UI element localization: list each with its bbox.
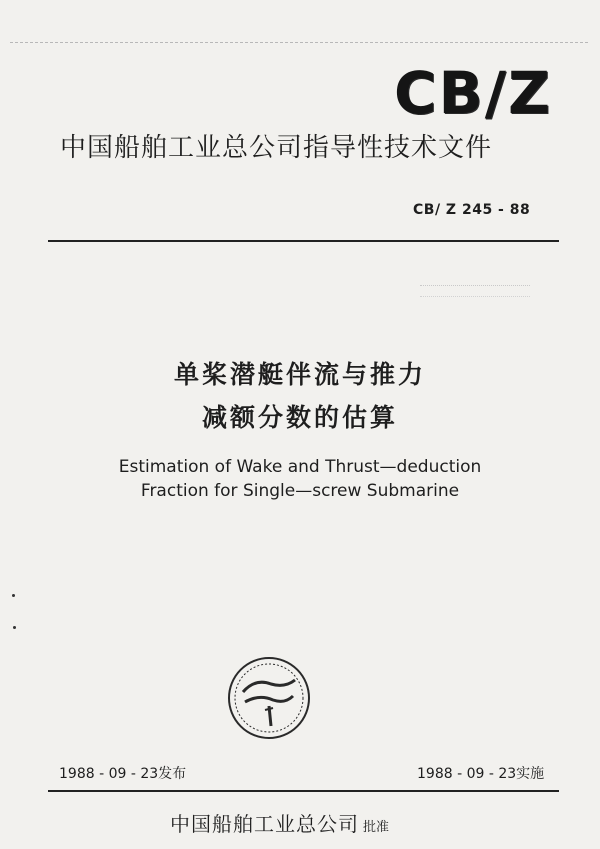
issue-date: 1988 - 09 - 23发布 (59, 766, 187, 782)
header-divider (48, 240, 559, 242)
stamp-icon (225, 654, 313, 742)
issuer-line (170, 812, 389, 836)
scan-dot (13, 626, 16, 629)
issuer-organization: 中国船舶工业总公司 (170, 812, 359, 836)
standardization-stamp (225, 654, 313, 742)
title-english-line-1: Estimation of Wake and Thrust—deduction (118, 457, 482, 477)
footer-divider (48, 790, 559, 792)
top-dashed-border (10, 42, 588, 43)
organization-title: 中国船舶工业总公司指导性技术文件 (60, 133, 493, 163)
effective-date: 1988 - 09 - 23实施 (417, 766, 545, 782)
faint-scan-mark (420, 285, 530, 297)
title-chinese-line-1: 单桨潜艇伴流与推力 (173, 360, 426, 389)
title-chinese-line-2: 减额分数的估算 (201, 403, 398, 432)
approval-label: 批准 (363, 820, 390, 835)
document-code: CB/ Z 245 - 88 (413, 202, 531, 218)
scan-dot (12, 594, 15, 597)
standard-logo: CB/Z (393, 59, 552, 127)
title-english-line-2: Fraction for Single—screw Submarine (140, 481, 460, 501)
